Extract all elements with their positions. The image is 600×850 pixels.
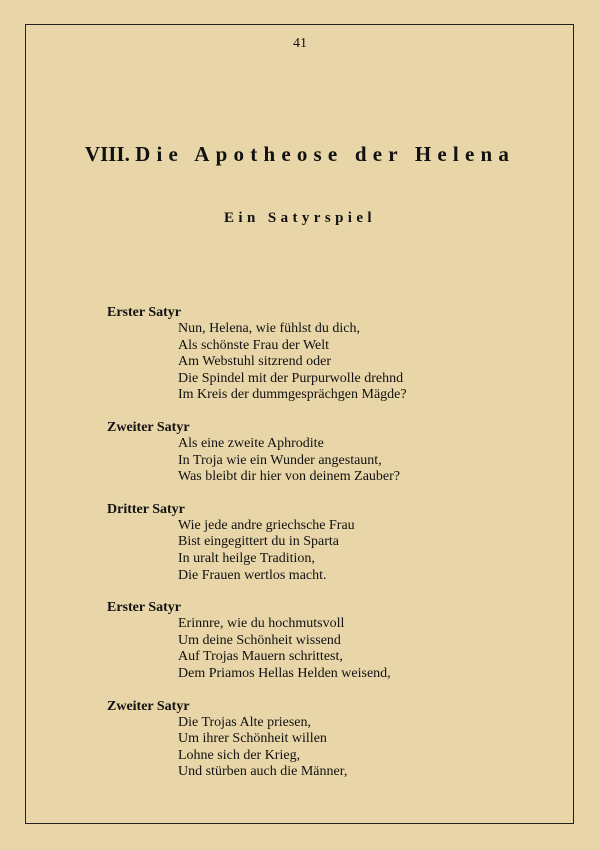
verse-line: In Troja wie ein Wunder angestaunt,: [178, 452, 382, 468]
speech-block: [107, 600, 547, 682]
speech-block: [107, 305, 547, 404]
speech-block: [107, 699, 547, 781]
verse-line: In uralt heilge Tradition,: [178, 550, 315, 566]
verse-line: Im Kreis der dummgesprächgen Mägde?: [178, 387, 407, 403]
verse-line: Die Spindel mit der Purpurwolle drehnd: [178, 370, 404, 386]
verse-line: Als schönste Frau der Welt: [178, 337, 330, 353]
speaker-name: Erster Satyr: [107, 305, 181, 320]
verse-line: Auf Trojas Mauern schrittest,: [178, 649, 343, 665]
verse-line: Bist eingegittert du in Sparta: [178, 534, 339, 550]
verse-line: Am Webstuhl sitzrend oder: [178, 354, 331, 370]
speaker-name: Zweiter Satyr: [107, 698, 190, 714]
verse-line: Um ihrer Schönheit willen: [178, 731, 327, 747]
speaker-name: Zweiter Satyr: [107, 419, 190, 435]
verse-line: Die Trojas Alte priesen,: [178, 714, 311, 730]
verse-line: Um deine Schönheit wissend: [178, 632, 341, 648]
page-subtitle: Ein Satyrspiel: [223, 210, 377, 226]
verse-line: Erinnre, wie du hochmutsvoll: [178, 616, 345, 632]
verse-line: Dem Priamos Hellas Helden weisend,: [178, 665, 391, 681]
verse-line: Was bleibt dir hier von deinem Zauber?: [178, 469, 401, 485]
play-text: [107, 305, 547, 797]
speech-block: [107, 420, 547, 486]
verse-line: Die Frauen wertlos macht.: [178, 567, 327, 583]
title-prefix: VIII.: [84, 142, 130, 166]
verse-line: Als eine zweite Aphrodite: [178, 435, 324, 451]
page-title: [0, 142, 600, 167]
speaker-name: Dritter Satyr: [107, 501, 185, 517]
speech-block: [107, 502, 547, 584]
verse-line: Lohne sich der Krieg,: [178, 747, 301, 763]
title-main: Die Apotheose der Helena: [135, 142, 516, 166]
page-number: 41: [293, 36, 307, 51]
verse-line: Nun, Helena, wie fühlst du dich,: [178, 321, 360, 336]
speaker-name: Erster Satyr: [107, 600, 181, 616]
verse-line: Und stürben auch die Männer,: [178, 764, 348, 780]
verse-line: Wie jede andre griechsche Frau: [178, 517, 355, 533]
